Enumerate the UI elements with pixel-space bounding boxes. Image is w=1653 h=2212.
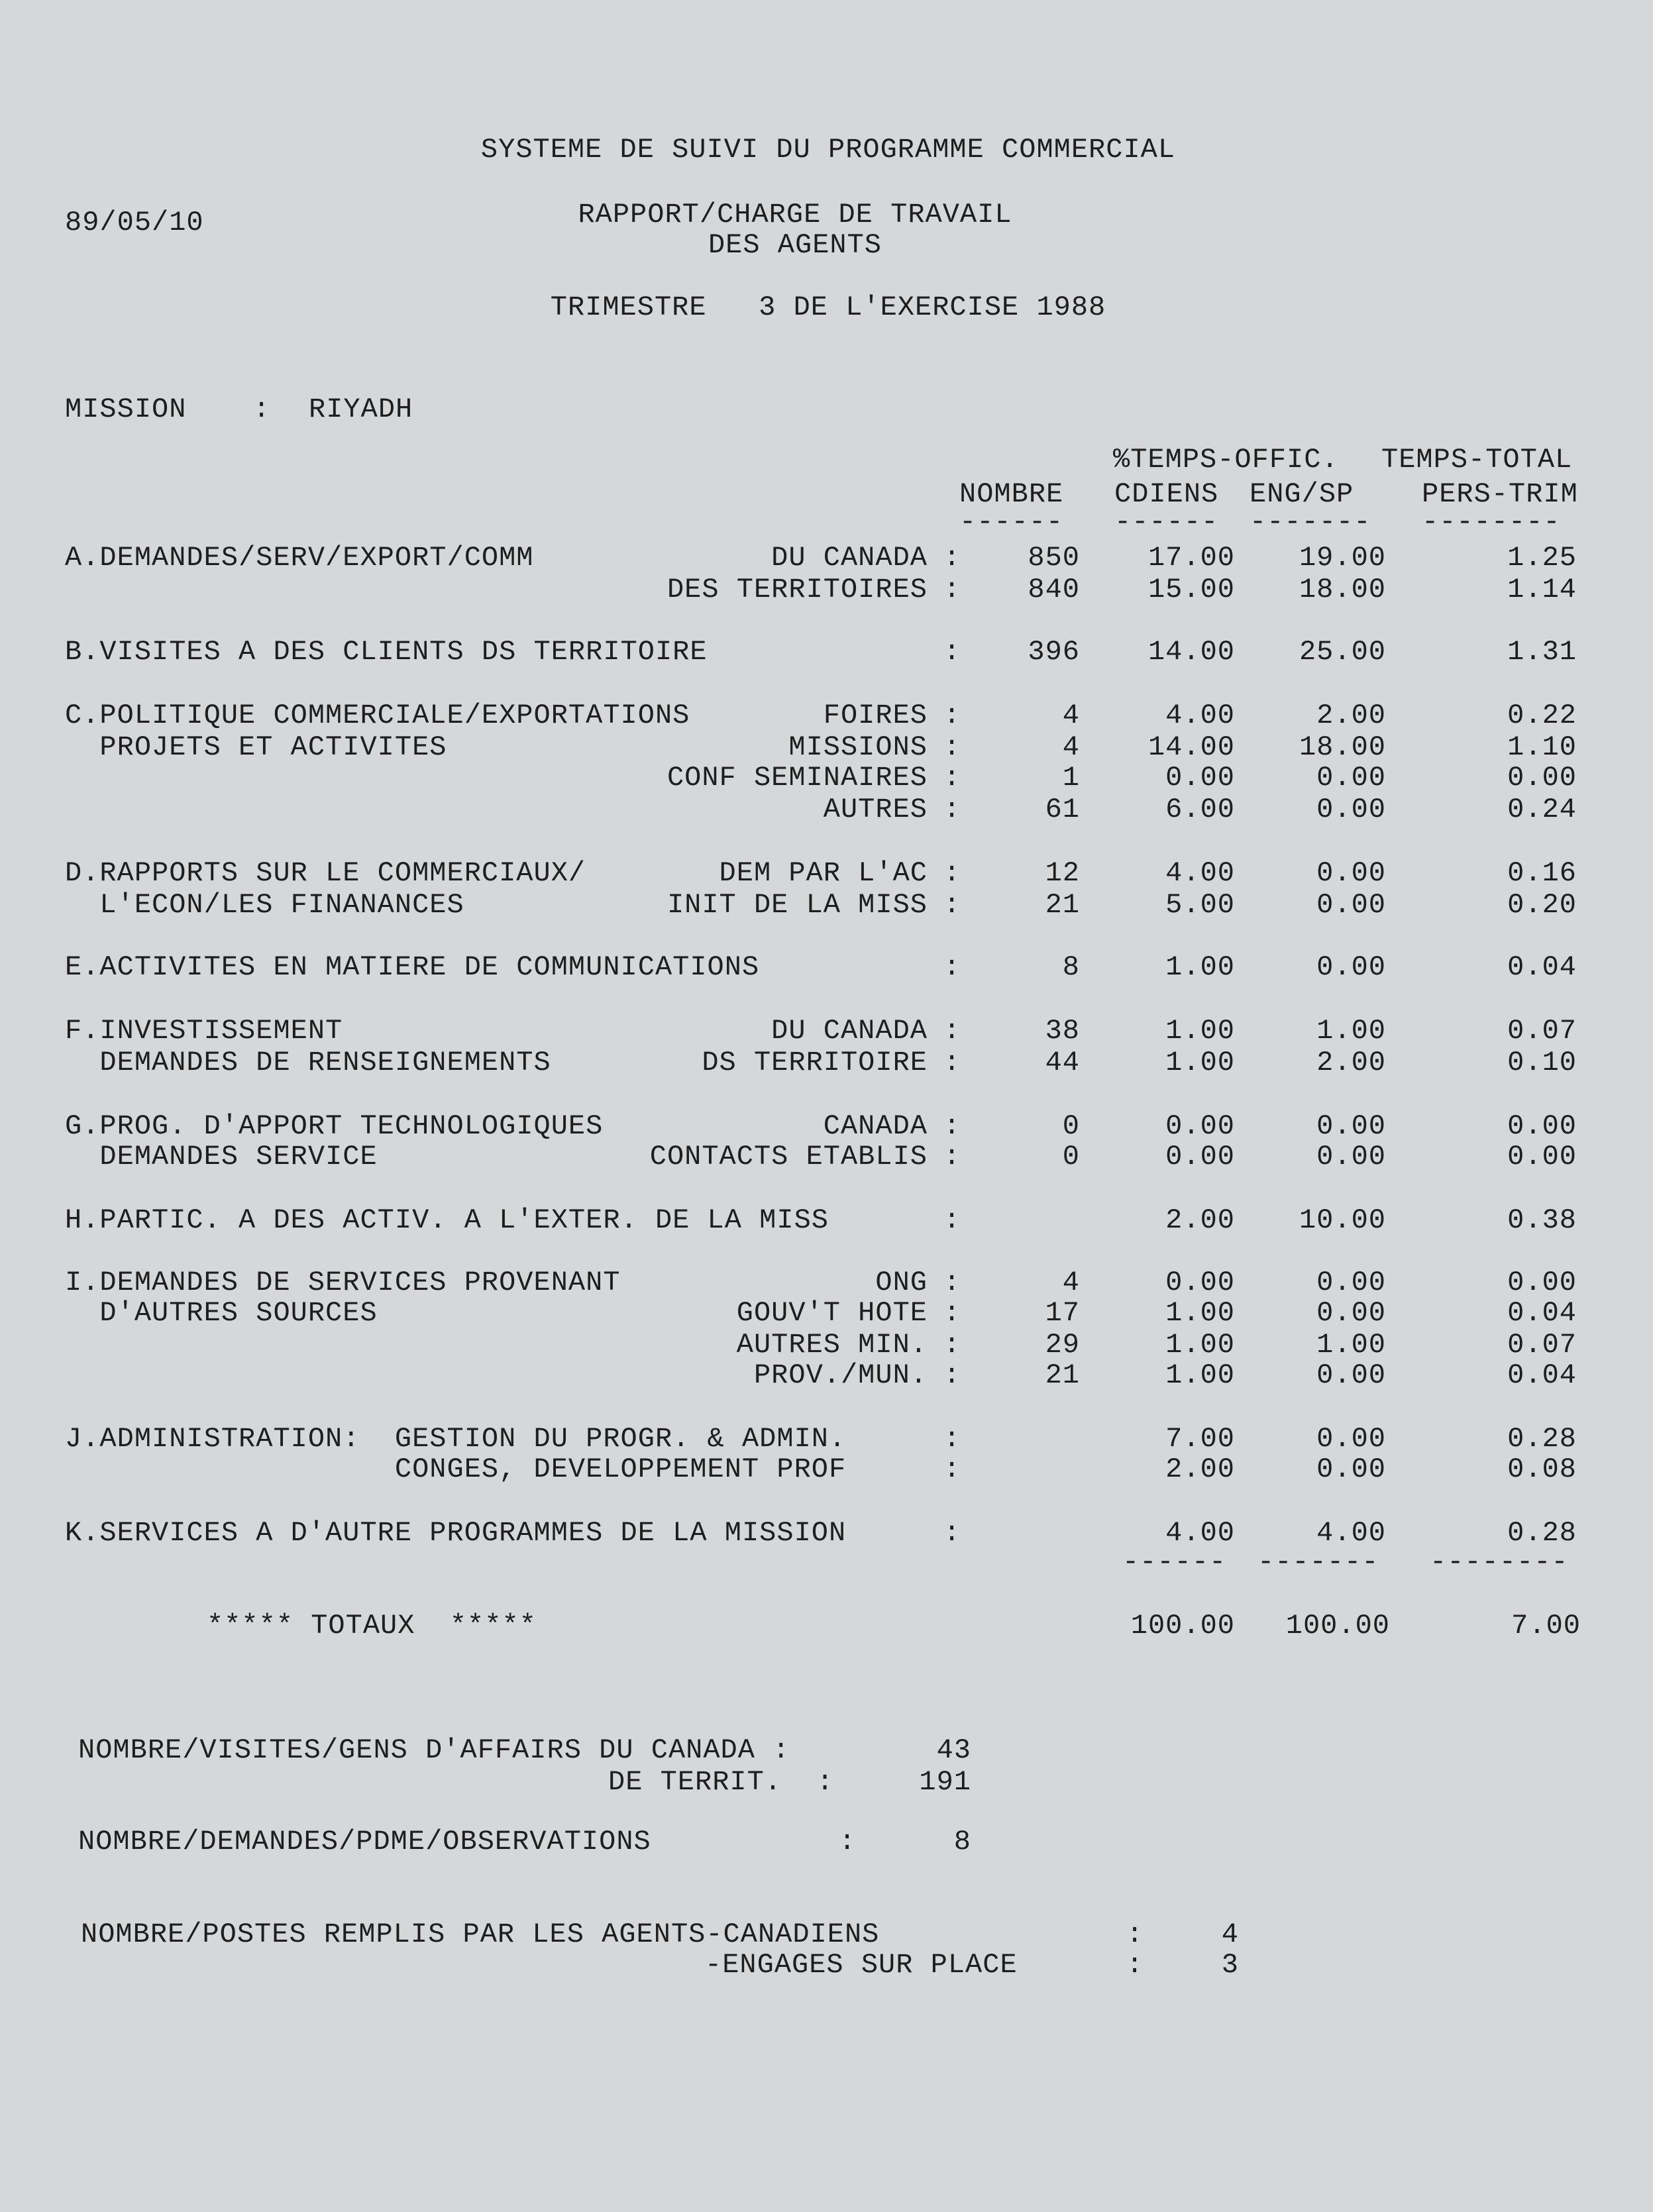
row-engsp: 4.00	[1316, 1517, 1386, 1549]
mission-label: MISSION	[65, 394, 187, 425]
row-sublabel: DS TERRITOIRE	[702, 1047, 928, 1079]
visits-label: NOMBRE/VISITES/GENS D'AFFAIRS DU CANADA :	[78, 1734, 790, 1766]
row-nombre: 0	[1062, 1110, 1080, 1142]
row-pers-trim: 1.31	[1507, 636, 1577, 668]
row-cdiens: 2.00	[1165, 1204, 1235, 1236]
row-sep: :	[943, 1110, 961, 1142]
row-cdiens: 1.00	[1165, 1015, 1235, 1047]
engages-sep: :	[1126, 1949, 1144, 1981]
pdme-value: 8	[953, 1826, 971, 1858]
col-underline-pers: --------	[1422, 506, 1561, 538]
totals-label: ***** TOTAUX *****	[207, 1610, 537, 1642]
row-label: L'ECON/LES FINANANCES	[65, 889, 464, 921]
row-sep: :	[943, 1047, 961, 1079]
row-cdiens: 0.00	[1165, 1141, 1235, 1173]
row-engsp: 0.00	[1316, 1423, 1386, 1455]
row-nombre: 21	[1045, 889, 1080, 921]
row-cdiens: 1.00	[1165, 1047, 1235, 1079]
visits-terr-value: 191	[919, 1766, 971, 1798]
row-engsp: 0.00	[1316, 1267, 1386, 1298]
row-label: J.ADMINISTRATION: GESTION DU PROGR. & ADMIN.	[65, 1423, 847, 1455]
row-cdiens: 1.00	[1165, 1329, 1235, 1361]
row-cdiens: 1.00	[1165, 1359, 1235, 1391]
report-title-line1: RAPPORT/CHARGE DE TRAVAIL	[578, 199, 1012, 231]
col-underline-cdiens: ------	[1114, 506, 1219, 538]
row-sublabel: ONG	[875, 1267, 928, 1298]
row-label: F.INVESTISSEMENT	[65, 1015, 343, 1047]
row-cdiens: 14.00	[1147, 731, 1235, 763]
row-nombre: 44	[1045, 1047, 1080, 1079]
row-cdiens: 4.00	[1165, 857, 1235, 889]
col-header-pers-trim: PERS-TRIM	[1422, 478, 1578, 510]
row-sep: :	[943, 574, 961, 606]
row-label: H.PARTIC. A DES ACTIV. A L'EXTER. DE LA MISS	[65, 1204, 829, 1236]
total-underline-cdiens: ------	[1122, 1546, 1227, 1578]
row-engsp: 0.00	[1316, 1141, 1386, 1173]
row-engsp: 19.00	[1299, 542, 1386, 574]
row-nombre: 850	[1028, 542, 1080, 574]
row-nombre: 29	[1045, 1329, 1080, 1361]
mission-value: RIYADH	[309, 394, 413, 425]
totals-pers: 7.00	[1511, 1610, 1581, 1642]
row-engsp: 18.00	[1299, 731, 1386, 763]
report-title-line2: DES AGENTS	[708, 229, 882, 261]
row-sublabel: AUTRES MIN.	[736, 1329, 928, 1361]
row-sublabel: DEM PAR L'AC	[719, 857, 928, 889]
row-engsp: 0.00	[1316, 1453, 1386, 1485]
row-sep: :	[943, 1423, 961, 1455]
row-pers-trim: 0.08	[1507, 1453, 1577, 1485]
row-cdiens: 4.00	[1165, 700, 1235, 731]
row-engsp: 0.00	[1316, 857, 1386, 889]
total-underline-pers: --------	[1430, 1546, 1569, 1578]
row-label: B.VISITES A DES CLIENTS DS TERRITOIRE	[65, 636, 708, 668]
row-pers-trim: 0.22	[1507, 700, 1577, 731]
row-label: D.RAPPORTS SUR LE COMMERCIAUX/	[65, 857, 586, 889]
row-pers-trim: 0.28	[1507, 1423, 1577, 1455]
row-cdiens: 0.00	[1165, 1267, 1235, 1298]
row-sep: :	[943, 857, 961, 889]
row-label: E.ACTIVITES EN MATIERE DE COMMUNICATIONS	[65, 951, 760, 983]
row-cdiens: 15.00	[1147, 574, 1235, 606]
row-nombre: 38	[1045, 1015, 1080, 1047]
row-engsp: 18.00	[1299, 574, 1386, 606]
row-sep: :	[943, 1359, 961, 1391]
row-label: I.DEMANDES DE SERVICES PROVENANT	[65, 1267, 621, 1298]
row-pers-trim: 0.07	[1507, 1015, 1577, 1047]
row-sublabel: DES TERRITOIRES	[667, 574, 928, 606]
row-pers-trim: 1.10	[1507, 731, 1577, 763]
col-header-total: TEMPS-TOTAL	[1381, 444, 1573, 476]
row-pers-trim: 0.20	[1507, 889, 1577, 921]
row-nombre: 17	[1045, 1297, 1080, 1329]
row-pers-trim: 0.00	[1507, 762, 1577, 794]
row-cdiens: 14.00	[1147, 636, 1235, 668]
col-header-pct: %TEMPS-OFFIC.	[1113, 444, 1339, 476]
row-engsp: 0.00	[1316, 951, 1386, 983]
totals-engsp: 100.00	[1285, 1610, 1390, 1642]
row-pers-trim: 0.00	[1507, 1141, 1577, 1173]
row-cdiens: 5.00	[1165, 889, 1235, 921]
row-sep: :	[943, 1329, 961, 1361]
row-nombre: 840	[1028, 574, 1080, 606]
row-cdiens: 0.00	[1165, 1110, 1235, 1142]
row-cdiens: 4.00	[1165, 1517, 1235, 1549]
row-pers-trim: 0.04	[1507, 1359, 1577, 1391]
row-nombre: 396	[1028, 636, 1080, 668]
row-sep: :	[943, 1141, 961, 1173]
row-pers-trim: 0.16	[1507, 857, 1577, 889]
row-sublabel: GOUV'T HOTE	[736, 1297, 928, 1329]
row-pers-trim: 0.04	[1507, 1297, 1577, 1329]
row-sep: :	[943, 1453, 961, 1485]
row-sublabel: AUTRES	[823, 794, 928, 825]
col-underline-nombre: ------	[959, 506, 1064, 538]
row-engsp: 0.00	[1316, 1359, 1386, 1391]
row-label: D'AUTRES SOURCES	[65, 1297, 378, 1329]
row-sublabel: CONF SEMINAIRES	[667, 762, 928, 794]
row-pers-trim: 0.07	[1507, 1329, 1577, 1361]
row-nombre: 4	[1062, 700, 1080, 731]
row-engsp: 1.00	[1316, 1329, 1386, 1361]
row-sublabel: FOIRES	[823, 700, 928, 731]
row-engsp: 25.00	[1299, 636, 1386, 668]
row-sep: :	[943, 1517, 961, 1549]
postes-sep: :	[1126, 1919, 1144, 1950]
pdme-sep: :	[839, 1826, 857, 1858]
engages-label: -ENGAGES SUR PLACE	[705, 1949, 1018, 1981]
row-sublabel: CONTACTS ETABLIS	[649, 1141, 928, 1173]
col-header-nombre: NOMBRE	[959, 478, 1064, 510]
row-nombre: 4	[1062, 731, 1080, 763]
row-label: DEMANDES DE RENSEIGNEMENTS	[65, 1047, 551, 1079]
row-nombre: 1	[1062, 762, 1080, 794]
row-cdiens: 17.00	[1147, 542, 1235, 574]
pdme-label: NOMBRE/DEMANDES/PDME/OBSERVATIONS	[78, 1826, 651, 1858]
row-pers-trim: 0.28	[1507, 1517, 1577, 1549]
row-nombre: 21	[1045, 1359, 1080, 1391]
system-title: SYSTEME DE SUIVI DU PROGRAMME COMMERCIAL	[480, 134, 1176, 166]
row-sep: :	[943, 542, 961, 574]
row-pers-trim: 1.25	[1507, 542, 1577, 574]
row-sep: :	[943, 951, 961, 983]
row-sublabel: DU CANADA	[771, 542, 928, 574]
quarter-line: TRIMESTRE 3 DE L'EXERCISE 1988	[550, 291, 1106, 323]
row-pers-trim: 0.24	[1507, 794, 1577, 825]
row-cdiens: 1.00	[1165, 951, 1235, 983]
row-engsp: 0.00	[1316, 1110, 1386, 1142]
row-engsp: 2.00	[1316, 1047, 1386, 1079]
engages-value: 3	[1221, 1949, 1239, 1981]
row-sep: :	[943, 1267, 961, 1298]
row-label: DEMANDES SERVICE	[65, 1141, 378, 1173]
row-cdiens: 1.00	[1165, 1297, 1235, 1329]
row-label: PROJETS ET ACTIVITES	[65, 731, 447, 763]
report-date: 89/05/10	[65, 207, 204, 238]
row-sublabel: INIT DE LA MISS	[667, 889, 928, 921]
row-nombre: 4	[1062, 1267, 1080, 1298]
postes-label: NOMBRE/POSTES REMPLIS PAR LES AGENTS-CANADIENS	[81, 1919, 880, 1950]
col-header-cdiens: CDIENS	[1114, 478, 1219, 510]
row-label: A.DEMANDES/SERV/EXPORT/COMM	[65, 542, 534, 574]
row-engsp: 1.00	[1316, 1015, 1386, 1047]
row-sep: :	[943, 889, 961, 921]
row-nombre: 8	[1062, 951, 1080, 983]
row-engsp: 0.00	[1316, 889, 1386, 921]
row-label: G.PROG. D'APPORT TECHNOLOGIQUES	[65, 1110, 604, 1142]
visits-canada-value: 43	[936, 1734, 971, 1766]
row-sep: :	[943, 700, 961, 731]
row-sep: :	[943, 1204, 961, 1236]
row-pers-trim: 0.00	[1507, 1267, 1577, 1298]
row-sep: :	[943, 794, 961, 825]
row-sublabel: MISSIONS	[788, 731, 928, 763]
col-underline-engsp: -------	[1250, 506, 1371, 538]
row-cdiens: 2.00	[1165, 1453, 1235, 1485]
row-engsp: 0.00	[1316, 1297, 1386, 1329]
row-sep: :	[943, 731, 961, 763]
row-cdiens: 6.00	[1165, 794, 1235, 825]
row-pers-trim: 1.14	[1507, 574, 1577, 606]
row-sublabel: PROV./MUN.	[753, 1359, 928, 1391]
row-nombre: 61	[1045, 794, 1080, 825]
mission-sep: :	[253, 394, 271, 425]
postes-value: 4	[1221, 1919, 1239, 1950]
row-sep: :	[943, 762, 961, 794]
row-sublabel: CANADA	[823, 1110, 928, 1142]
row-label: K.SERVICES A D'AUTRE PROGRAMMES DE LA MISSION	[65, 1517, 847, 1549]
row-pers-trim: 0.00	[1507, 1110, 1577, 1142]
row-pers-trim: 0.38	[1507, 1204, 1577, 1236]
row-sep: :	[943, 636, 961, 668]
col-header-engsp: ENG/SP	[1250, 478, 1354, 510]
row-pers-trim: 0.04	[1507, 951, 1577, 983]
row-engsp: 10.00	[1299, 1204, 1386, 1236]
total-underline-engsp: -------	[1257, 1546, 1379, 1578]
row-engsp: 2.00	[1316, 700, 1386, 731]
totals-cdiens: 100.00	[1130, 1610, 1235, 1642]
visits-terr-label: DE TERRIT. :	[608, 1766, 834, 1798]
row-cdiens: 7.00	[1165, 1423, 1235, 1455]
row-nombre: 12	[1045, 857, 1080, 889]
row-pers-trim: 0.10	[1507, 1047, 1577, 1079]
row-sep: :	[943, 1297, 961, 1329]
row-sublabel: DU CANADA	[771, 1015, 928, 1047]
row-label: C.POLITIQUE COMMERCIALE/EXPORTATIONS	[65, 700, 690, 731]
row-sep: :	[943, 1015, 961, 1047]
row-cdiens: 0.00	[1165, 762, 1235, 794]
row-label: CONGES, DEVELOPPEMENT PROF	[65, 1453, 847, 1485]
row-engsp: 0.00	[1316, 762, 1386, 794]
row-engsp: 0.00	[1316, 794, 1386, 825]
row-nombre: 0	[1062, 1141, 1080, 1173]
